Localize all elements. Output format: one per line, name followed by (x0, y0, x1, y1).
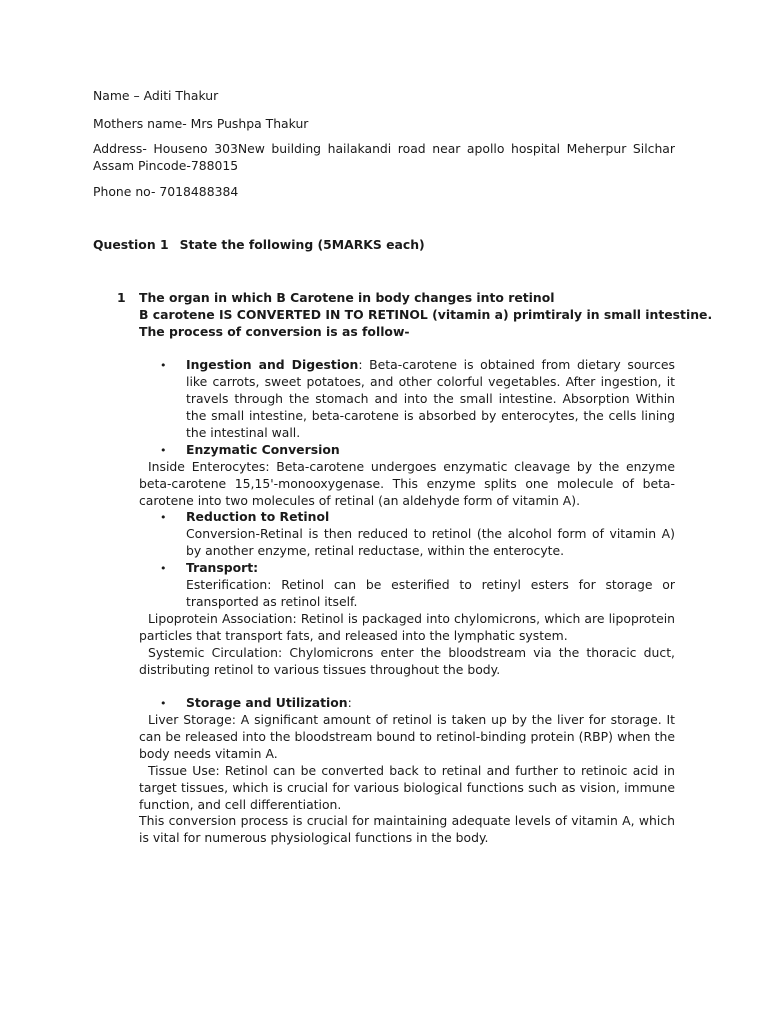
question-text: State the following (5MARKS each) (179, 237, 425, 252)
bullet-ingestion: • (160, 359, 167, 372)
systemic-paragraph: Systemic Circulation: Chylomicrons enter the bloodstream via the thoracic duct, distributing retinol to various tissues throughout the body. (139, 645, 675, 677)
storage-heading (186, 694, 675, 711)
item-1-line-1: The organ in which B Carotene in body changes into retinol (139, 290, 555, 305)
transport-text: Esterification: Retinol can be esterified to retinyl esters for storage or transported as retinol itself. (186, 577, 675, 609)
ingestion-title: Ingestion and Digestion (186, 357, 359, 372)
storage-title: Storage and Utilization (186, 695, 348, 710)
item-1-line-2: B carotene IS CONVERTED IN TO RETINOL (vitamin a) primtiraly in small intestine. (139, 307, 713, 322)
bullet-reduction: • (160, 511, 167, 524)
transport-title: Transport: (186, 560, 259, 575)
item-1-line-3: The process of conversion is as follow- (139, 324, 410, 339)
conclusion-paragraph: This conversion process is crucial for maintaining adequate levels of vitamin A, which is vital for numerous physiological functions in the body. (139, 813, 675, 845)
ingestion-text: : Beta-carotene is obtained from dietary sources like carrots, sweet potatoes, and other colorful vegetables. After ingestion, it travels through the stomach and into the small intestine. Absorption Within the small intestine, beta-carotene is absorbed by enterocytes, the cells lining the intestinal wall. (186, 357, 675, 440)
question-heading (93, 236, 425, 253)
mother-name: Mothers name- Mrs Pushpa Thakur (93, 116, 309, 131)
bullet-transport: • (160, 562, 167, 575)
address: Address- Houseno 303New building hailakandi road near apollo hospital Meherpur Silchar Assam Pincode-788015 (93, 141, 675, 173)
reduction-title: Reduction to Retinol (186, 509, 330, 524)
item-number: 1 (117, 290, 126, 305)
ingestion-paragraph (186, 356, 675, 441)
question-label: Question 1 (93, 237, 169, 252)
reduction-text: Conversion-Retinal is then reduced to retinol (the alcohol form of vitamin A) by another enzyme, retinal reductase, within the enterocyte. (186, 526, 675, 558)
enzymatic-paragraph: Inside Enterocytes: Beta-carotene undergoes enzymatic cleavage by the enzyme beta-carotene 15,15'-monooxygenase. This enzyme splits one molecule of beta-carotene into two molecules of retinal (an aldehyde form of vitamin A). (139, 459, 675, 508)
bullet-enzymatic: • (160, 444, 167, 457)
phone-number: Phone no- 7018488384 (93, 184, 239, 199)
enzymatic-title: Enzymatic Conversion (186, 442, 340, 457)
tissue-paragraph: Tissue Use: Retinol can be converted back to retinal and further to retinoic acid in target tissues, which is crucial for various biological functions such as vision, immune function, and cell differentiation. (139, 763, 675, 812)
liver-paragraph: Liver Storage: A significant amount of retinol is taken up by the liver for storage. It can be released into the bloodstream bound to retinol-binding protein (RBP) when the body needs vitamin A. (139, 712, 675, 761)
lipoprotein-paragraph: Lipoprotein Association: Retinol is packaged into chylomicrons, which are lipoprotein particles that transport fats, and released into the lymphatic system. (139, 611, 675, 643)
bullet-storage: • (160, 697, 167, 710)
storage-colon: : (347, 695, 352, 710)
student-name: Name – Aditi Thakur (93, 88, 219, 103)
